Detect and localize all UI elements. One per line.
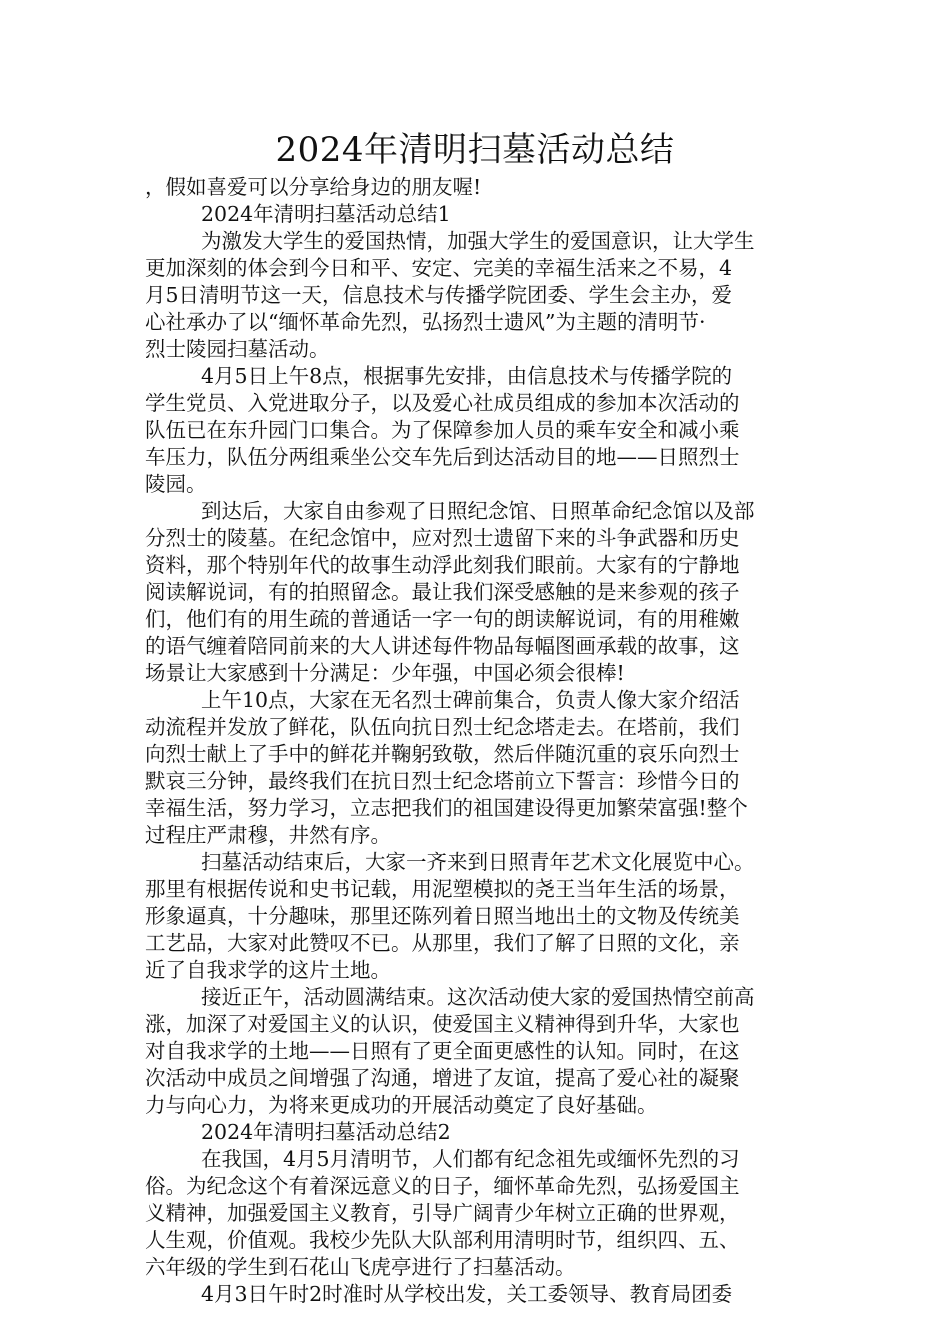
body-line: 力与向心力，为将来更成功的开展活动奠定了良好基础。 [145, 1093, 658, 1117]
document-body [145, 174, 809, 1308]
body-line: 涨，加深了对爱国主义的认识，使爱国主义精神得到升华，大家也 [145, 1012, 740, 1036]
body-line: 场景让大家感到十分满足：少年强，中国必须会很棒! [145, 661, 625, 685]
body-line: 默哀三分钟，最终我们在抗日烈士纪念塔前立下誓言：珍惜今日的 [145, 769, 740, 793]
body-line: 过程庄严肃穆，井然有序。 [145, 823, 391, 847]
body-line: 4月3日午时2时准时从学校出发，关工委领导、教育局团委 [201, 1282, 733, 1306]
body-line: ，假如喜爱可以分享给身边的朋友喔! [145, 175, 482, 199]
body-line: 那里有根据传说和史书记载，用泥塑模拟的尧王当年生活的场景， [145, 877, 740, 901]
body-line: 义精神，加强爱国主义教育，引导广阔青少年树立正确的世界观， [145, 1201, 740, 1225]
body-line: 队伍已在东升园门口集合。为了保障参加人员的乘车安全和减小乘 [145, 418, 740, 442]
body-line: 陵园。 [145, 472, 207, 496]
body-line: 近了自我求学的这片土地。 [145, 958, 391, 982]
body-line: 的语气缠着陪同前来的大人讲述每件物品每幅图画承载的故事，这 [145, 634, 740, 658]
body-line: 2024年清明扫墓活动总结1 [201, 202, 451, 226]
body-line: 幸福生活，努力学习，立志把我们的祖国建设得更加繁荣富强!整个 [145, 796, 748, 820]
body-line: 车压力，队伍分两组乘坐公交车先后到达活动目的地——日照烈士 [145, 445, 740, 469]
body-line: 分烈士的陵墓。在纪念馆中，应对烈士遗留下来的斗争武器和历史 [145, 526, 740, 550]
body-line: 工艺品，大家对此赞叹不已。从那里，我们了解了日照的文化，亲 [145, 931, 740, 955]
body-line: 更加深刻的体会到今日和平、安定、完美的幸福生活来之不易，4 [145, 256, 733, 280]
body-line: 在我国，4月5月清明节，人们都有纪念祖先或缅怀先烈的习 [201, 1147, 740, 1171]
body-line: 到达后，大家自由参观了日照纪念馆、日照革命纪念馆以及部 [201, 499, 755, 523]
body-line: 2024年清明扫墓活动总结2 [201, 1120, 451, 1144]
body-line: 对自我求学的土地——日照有了更全面更感性的认知。同时，在这 [145, 1039, 740, 1063]
document-title: 2024年清明扫墓活动总结 [275, 130, 675, 170]
body-line: 扫墓活动结束后，大家一齐来到日照青年艺术文化展览中心。 [201, 850, 755, 874]
body-line: 们，他们有的用生疏的普通话一字一句的朗读解说词，有的用稚嫩 [145, 607, 740, 631]
body-line: 烈士陵园扫墓活动。 [145, 337, 330, 361]
body-line: 动流程并发放了鲜花，队伍向抗日烈士纪念塔走去。在塔前，我们 [145, 715, 740, 739]
body-line: 心社承办了以“缅怀革命先烈，弘扬烈士遗风”为主题的清明节· [145, 310, 706, 334]
body-line: 为激发大学生的爱国热情，加强大学生的爱国意识，让大学生 [201, 229, 755, 253]
body-line: 月5日清明节这一天，信息技术与传播学院团委、学生会主办，爱 [145, 283, 733, 307]
body-line: 次活动中成员之间增强了沟通，增进了友谊，提高了爱心社的凝聚 [145, 1066, 740, 1090]
body-line: 形象逼真，十分趣味，那里还陈列着日照当地出土的文物及传统美 [145, 904, 740, 928]
body-line: 人生观，价值观。我校少先队大队部利用清明时节，组织四、五、 [145, 1228, 740, 1252]
body-line: 向烈士献上了手中的鲜花并鞠躬致敬，然后伴随沉重的哀乐向烈士 [145, 742, 740, 766]
body-line: 资料，那个特别年代的故事生动浮此刻我们眼前。大家有的宁静地 [145, 553, 740, 577]
body-line: 阅读解说词，有的拍照留念。最让我们深受感触的是来参观的孩子 [145, 580, 740, 604]
body-line: 4月5日上午8点，根据事先安排，由信息技术与传播学院的 [201, 364, 733, 388]
body-line: 接近正午，活动圆满结束。这次活动使大家的爱国热情空前高 [201, 985, 755, 1009]
body-line: 上午10点，大家在无名烈士碑前集合，负责人像大家介绍活 [201, 688, 740, 712]
body-line: 学生党员、入党进取分子，以及爱心社成员组成的参加本次活动的 [145, 391, 740, 415]
body-line: 六年级的学生到石花山飞虎亭进行了扫墓活动。 [145, 1255, 576, 1279]
body-line: 俗。为纪念这个有着深远意义的日子，缅怀革命先烈，弘扬爱国主 [145, 1174, 740, 1198]
